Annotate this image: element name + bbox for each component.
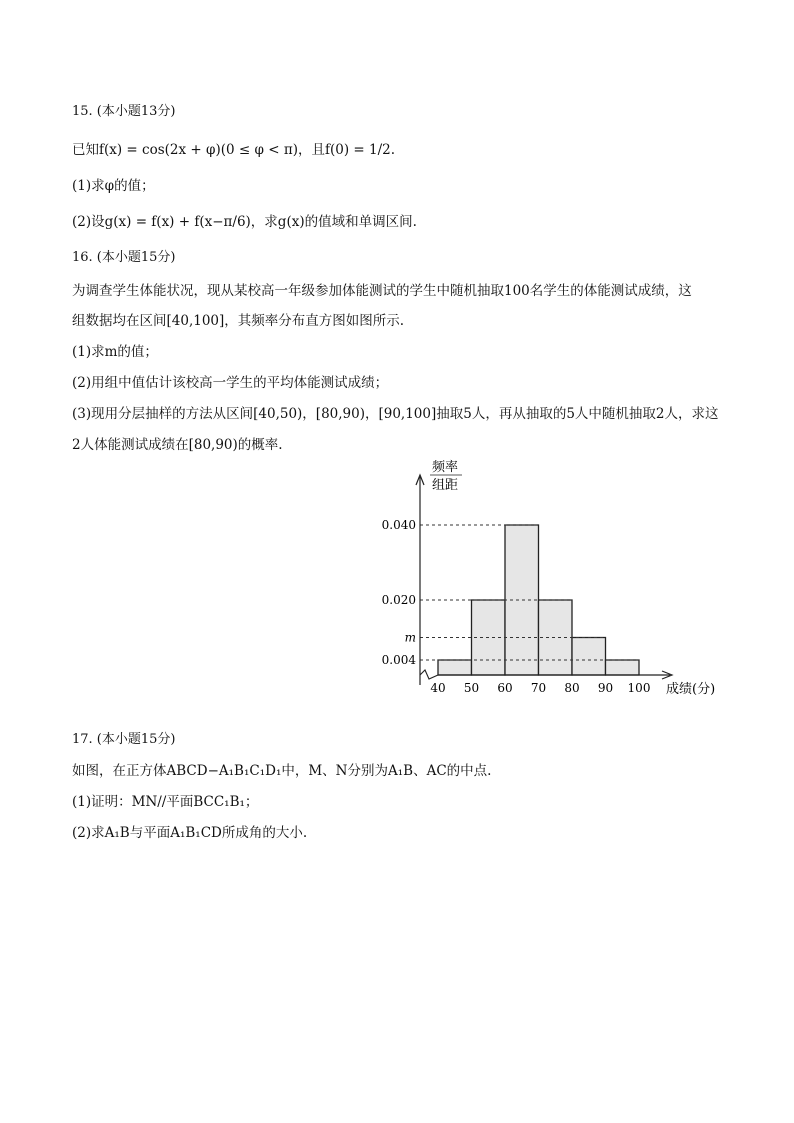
q16-header: 16. (本小题15分) [72,250,176,265]
q15-header: 15. (本小题13分) [72,104,176,119]
x-tick-label: 100 [627,681,651,695]
q16-part3-line1: (3)现用分层抽样的方法从区间[40,50)，[80,90)，[90,100]抽取5人，再从抽取的5人中随机抽取2人，求这 [72,406,719,422]
x-tick-label: 60 [497,681,513,695]
x-axis-title: 成绩(分) [666,682,716,697]
y-axis-title-bottom: 组距 [432,478,459,493]
histogram-bar [572,638,606,676]
x-axis-break [420,670,438,679]
y-tick-label: 0.004 [381,653,416,667]
histogram-bar [438,660,472,675]
x-tick-label: 40 [430,681,446,695]
q16-stem-line2: 组数据均在区间[40,100]，其频率分布直方图如图所示. [72,313,405,329]
x-tick-label: 50 [463,681,480,695]
frequency-histogram [370,455,730,705]
x-tick-label: 70 [530,681,547,695]
histogram-svg [370,455,730,705]
q15-stem: 已知f(x) = cos(2x + φ)(0 ≤ φ < π)，且f(0) = 1/2. [72,142,396,158]
q15-part1: (1)求φ的值； [72,178,155,194]
y-tick-label: 0.020 [381,593,416,607]
q17-stem: 如图，在正方体ABCD−A₁B₁C₁D₁中，M、N分别为A₁B、AC的中点. [72,763,492,779]
q17-header: 17. (本小题15分) [72,732,176,747]
q16-part3-line2: 2人体能测试成绩在[80,90)的概率. [72,437,283,453]
x-tick-label: 80 [564,681,580,695]
y-tick-label: m [404,630,416,645]
histogram-bar [606,660,640,675]
q16-part1: (1)求m的值； [72,344,158,360]
q17-part2: (2)求A₁B与平面A₁B₁CD所成角的大小. [72,825,308,841]
q16-part2: (2)用组中值估计该校高一学生的平均体能测试成绩； [72,375,389,391]
q16-stem-line1: 为调查学生体能状况，现从某校高一年级参加体能测试的学生中随机抽取100名学生的体能测试成绩，这 [72,283,692,299]
q17-part1: (1)证明：MN//平面BCC₁B₁； [72,794,259,810]
x-tick-label: 90 [597,681,614,695]
y-tick-label: 0.040 [381,518,416,532]
y-axis-title-top: 频率 [432,460,459,475]
q15-part2: (2)设g(x) = f(x) + f(x−π/6)，求g(x)的值域和单调区间. [72,214,417,230]
